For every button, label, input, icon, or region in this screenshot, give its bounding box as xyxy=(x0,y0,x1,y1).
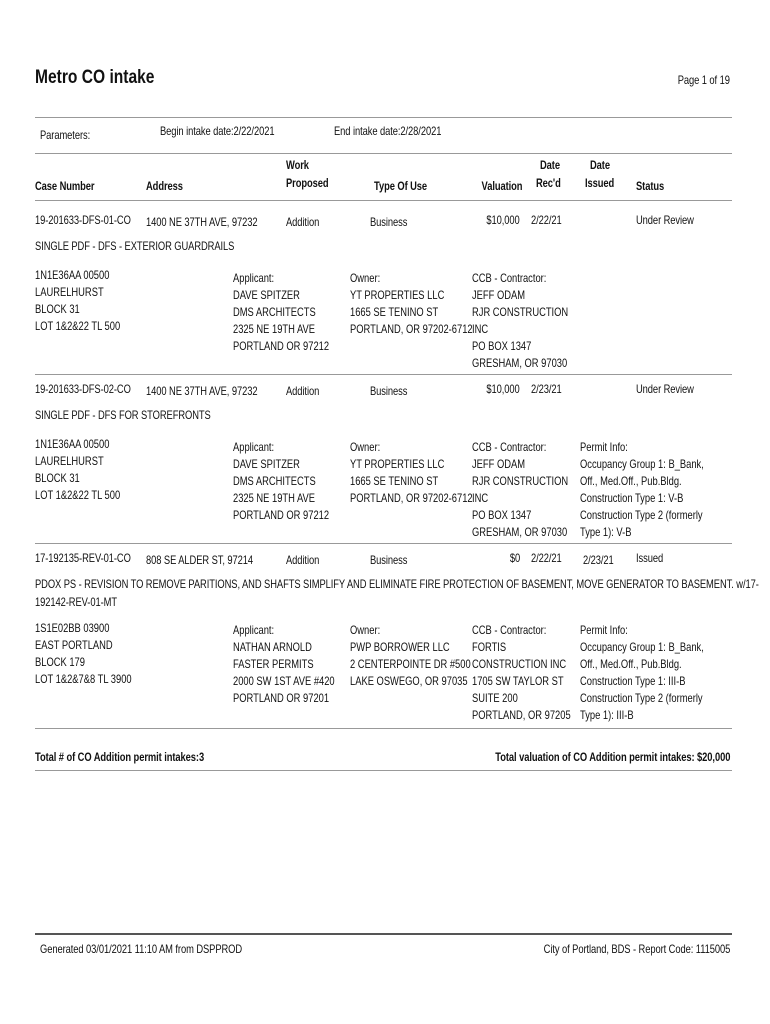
contractor-line: SUITE 200 xyxy=(472,691,518,705)
status: Issued xyxy=(636,551,664,565)
description: SINGLE PDF - DFS FOR STOREFRONTS xyxy=(35,408,211,422)
status: Under Review xyxy=(636,382,694,396)
type-of-use: Business xyxy=(370,553,408,567)
contractor-line: GRESHAM, OR 97030 xyxy=(472,525,568,539)
date-recd: 2/22/21 xyxy=(531,213,562,227)
owner-line: LAKE OSWEGO, OR 97035 xyxy=(350,674,468,688)
applicant-line: 2325 NE 19TH AVE xyxy=(233,491,316,505)
contractor-line: CCB - Contractor: xyxy=(472,440,547,454)
record-divider xyxy=(35,374,732,375)
owner-line: PORTLAND, OR 97202-6712 xyxy=(350,322,473,336)
col-recd: Rec'd xyxy=(536,176,561,190)
contractor-block xyxy=(472,439,568,541)
contractor-line: GRESHAM, OR 97030 xyxy=(472,356,568,370)
col-work: Work xyxy=(286,158,309,172)
contractor-line: JEFF ODAM xyxy=(472,288,526,302)
type-of-use: Business xyxy=(370,215,408,229)
generated-timestamp: Generated 03/01/2021 11:10 AM from DSPPROD xyxy=(40,942,243,956)
work-proposed: Addition xyxy=(286,553,320,567)
description-continued: 192142-REV-01-MT xyxy=(35,595,117,609)
record-divider xyxy=(35,728,732,729)
applicant-line: DMS ARCHITECTS xyxy=(233,305,316,319)
legal-line: BLOCK 31 xyxy=(35,471,80,485)
permit-info-line: Construction Type 2 (formerly xyxy=(580,508,703,522)
parameters-label: Parameters: xyxy=(40,128,91,142)
legal-line: BLOCK 31 xyxy=(35,302,80,316)
legal-description xyxy=(35,436,120,504)
applicant-line: DMS ARCHITECTS xyxy=(233,474,316,488)
report-title: Metro CO intake xyxy=(35,67,155,88)
applicant-line: DAVE SPITZER xyxy=(233,457,300,471)
work-proposed: Addition xyxy=(286,215,320,229)
legal-line: 1N1E36AA 00500 xyxy=(35,268,110,282)
legal-line: LAURELHURST xyxy=(35,285,104,299)
report-source: City of Portland, BDS - Report Code: 1115005 xyxy=(543,942,730,956)
date-issued: 2/23/21 xyxy=(583,553,614,567)
column-header-divider xyxy=(35,200,732,201)
col-date-issued: Date xyxy=(590,158,610,172)
description: PDOX PS - REVISION TO REMOVE PARITIONS, AND SHAFTS SIMPLIFY AND ELIMINATE FIRE PROTECTION OF BASEMENT, MOVE GENERATOR TO BASEMENT. w/17- xyxy=(35,577,759,591)
address: 1400 NE 37TH AVE, 97232 xyxy=(146,215,258,229)
record-divider xyxy=(35,543,732,544)
type-of-use: Business xyxy=(370,384,408,398)
contractor-line: 1705 SW TAYLOR ST xyxy=(472,674,564,688)
permit-info-line: Construction Type 1: III-B xyxy=(580,674,686,688)
applicant-line: FASTER PERMITS xyxy=(233,657,314,671)
permit-info-line: Occupancy Group 1: B_Bank, xyxy=(580,640,704,654)
permit-info-line: Construction Type 2 (formerly xyxy=(580,691,703,705)
applicant-line: PORTLAND OR 97212 xyxy=(233,339,330,353)
contractor-line: INC xyxy=(472,491,489,505)
permit-info-line: Permit Info: xyxy=(580,623,628,637)
description: SINGLE PDF - DFS - EXTERIOR GUARDRAILS xyxy=(35,239,235,253)
contractor-line: FORTIS xyxy=(472,640,507,654)
owner-block xyxy=(350,439,473,507)
status: Under Review xyxy=(636,213,694,227)
legal-description xyxy=(35,267,120,335)
applicant-block xyxy=(233,622,335,707)
owner-line: Owner: xyxy=(350,271,381,285)
permit-info-line: Off., Med.Off., Pub.Bldg. xyxy=(580,474,682,488)
owner-line: YT PROPERTIES LLC xyxy=(350,288,445,302)
case-number: 19-201633-DFS-01-CO xyxy=(35,213,131,227)
legal-line: EAST PORTLAND xyxy=(35,638,113,652)
col-date: Date xyxy=(540,158,560,172)
contractor-line: CCB - Contractor: xyxy=(472,623,547,637)
valuation: $10,000 xyxy=(486,382,520,396)
date-recd: 2/23/21 xyxy=(531,382,562,396)
page-number: Page 1 of 19 xyxy=(677,73,730,87)
contractor-line: INC xyxy=(472,322,489,336)
col-proposed: Proposed xyxy=(286,176,329,190)
permit-info-line: Occupancy Group 1: B_Bank, xyxy=(580,457,704,471)
total-valuation: Total valuation of CO Addition permit intakes: $20,000 xyxy=(494,750,730,764)
contractor-line: PO BOX 1347 xyxy=(472,339,532,353)
permit-info-line: Off., Med.Off., Pub.Bldg. xyxy=(580,657,682,671)
applicant-line: Applicant: xyxy=(233,440,275,454)
contractor-line: CCB - Contractor: xyxy=(472,271,547,285)
col-issued: Issued xyxy=(585,176,615,190)
legal-description xyxy=(35,620,132,688)
contractor-block xyxy=(472,270,568,372)
applicant-block xyxy=(233,270,329,355)
permit-info-block xyxy=(580,439,704,541)
date-recd: 2/22/21 xyxy=(531,551,562,565)
valuation: $0 xyxy=(509,551,520,565)
permit-info-block xyxy=(580,622,704,724)
legal-line: BLOCK 179 xyxy=(35,655,85,669)
legal-line: LOT 1&2&22 TL 500 xyxy=(35,319,121,333)
address: 1400 NE 37TH AVE, 97232 xyxy=(146,384,258,398)
col-valuation: Valuation xyxy=(481,179,522,193)
applicant-line: PORTLAND OR 97212 xyxy=(233,508,330,522)
contractor-line: RJR CONSTRUCTION xyxy=(472,474,569,488)
contractor-line: PO BOX 1347 xyxy=(472,508,532,522)
owner-line: PORTLAND, OR 97202-6712 xyxy=(350,491,473,505)
valuation: $10,000 xyxy=(486,213,520,227)
footer-divider xyxy=(35,933,732,935)
legal-line: LAURELHURST xyxy=(35,454,104,468)
owner-line: YT PROPERTIES LLC xyxy=(350,457,445,471)
case-number: 19-201633-DFS-02-CO xyxy=(35,382,131,396)
owner-line: 2 CENTERPOINTE DR #500 xyxy=(350,657,471,671)
applicant-line: 2000 SW 1ST AVE #420 xyxy=(233,674,335,688)
applicant-line: 2325 NE 19TH AVE xyxy=(233,322,316,336)
address: 808 SE ALDER ST, 97214 xyxy=(146,553,254,567)
col-address: Address xyxy=(146,179,183,193)
owner-block xyxy=(350,270,473,338)
permit-info-line: Type 1): V-B xyxy=(580,525,632,539)
permit-info-line: Construction Type 1: V-B xyxy=(580,491,684,505)
header-divider xyxy=(35,117,732,118)
contractor-line: CONSTRUCTION INC xyxy=(472,657,567,671)
legal-line: LOT 1&2&22 TL 500 xyxy=(35,488,121,502)
contractor-line: JEFF ODAM xyxy=(472,457,526,471)
permit-info-line: Type 1): III-B xyxy=(580,708,634,722)
col-status: Status xyxy=(636,179,665,193)
contractor-line: RJR CONSTRUCTION xyxy=(472,305,569,319)
applicant-line: DAVE SPITZER xyxy=(233,288,300,302)
contractor-block xyxy=(472,622,571,724)
col-type-of-use: Type Of Use xyxy=(374,179,428,193)
begin-intake-date: Begin intake date:2/22/2021 xyxy=(160,124,275,138)
legal-line: LOT 1&2&7&8 TL 3900 xyxy=(35,672,132,686)
applicant-block xyxy=(233,439,329,524)
owner-line: PWP BORROWER LLC xyxy=(350,640,450,654)
totals-divider xyxy=(35,770,732,771)
applicant-line: PORTLAND OR 97201 xyxy=(233,691,330,705)
contractor-line: PORTLAND, OR 97205 xyxy=(472,708,571,722)
end-intake-date: End intake date:2/28/2021 xyxy=(334,124,442,138)
applicant-line: Applicant: xyxy=(233,623,275,637)
owner-line: Owner: xyxy=(350,440,381,454)
applicant-line: NATHAN ARNOLD xyxy=(233,640,312,654)
legal-line: 1N1E36AA 00500 xyxy=(35,437,110,451)
work-proposed: Addition xyxy=(286,384,320,398)
total-count: Total # of CO Addition permit intakes:3 xyxy=(35,750,205,764)
legal-line: 1S1E02BB 03900 xyxy=(35,621,110,635)
col-case-number: Case Number xyxy=(35,179,95,193)
owner-line: Owner: xyxy=(350,623,381,637)
owner-block xyxy=(350,622,471,690)
permit-info-line: Permit Info: xyxy=(580,440,628,454)
owner-line: 1665 SE TENINO ST xyxy=(350,474,439,488)
owner-line: 1665 SE TENINO ST xyxy=(350,305,439,319)
case-number: 17-192135-REV-01-CO xyxy=(35,551,131,565)
applicant-line: Applicant: xyxy=(233,271,275,285)
parameters-divider xyxy=(35,153,732,154)
